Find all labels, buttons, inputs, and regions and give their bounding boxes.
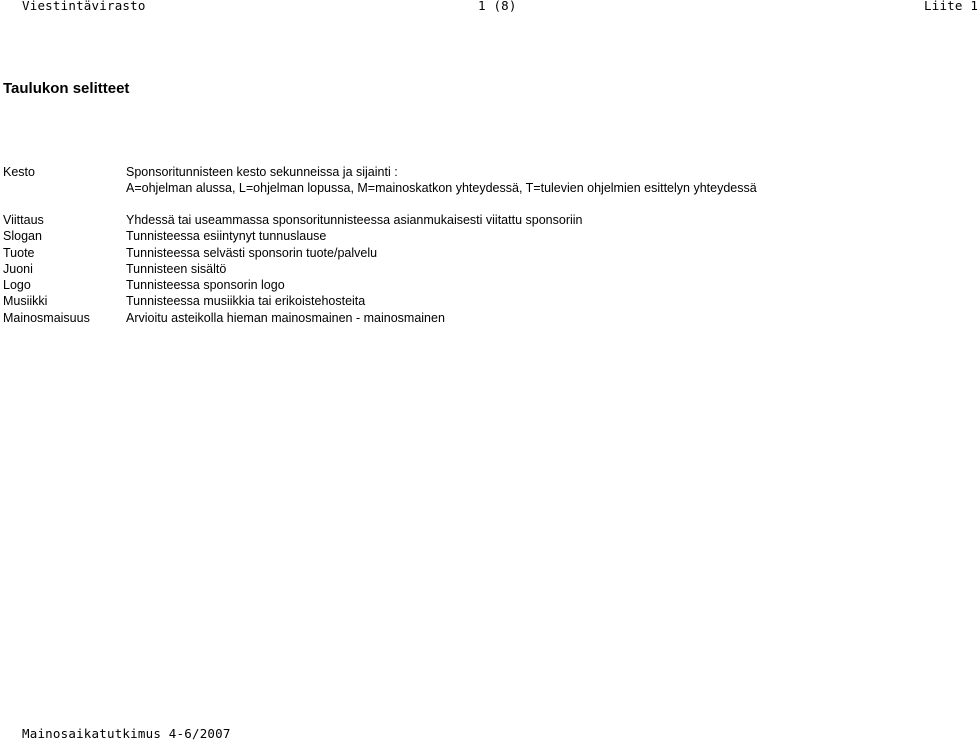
desc-viittaus: Yhdessä tai useammassa sponsoritunnisteessa asianmukaisesti viitattu sponsoriin <box>126 213 583 227</box>
desc-tuote: Tunnisteessa selvästi sponsorin tuote/palvelu <box>126 246 378 260</box>
desc-kesto-line1: Sponsoritunnisteen kesto sekunneissa ja sijainti : <box>126 165 398 179</box>
desc-mainosmaisuus: Arvioitu asteikolla hieman mainosmainen - mainosmainen <box>126 311 445 325</box>
term-viittaus: Viittaus <box>3 213 44 227</box>
term-kesto: Kesto <box>3 165 35 179</box>
term-mainosmaisuus: Mainosmaisuus <box>3 311 90 325</box>
desc-slogan: Tunnisteessa esiintynyt tunnuslause <box>126 229 327 243</box>
desc-musiikki: Tunnisteessa musiikkia tai erikoistehosteita <box>126 294 366 308</box>
desc-logo: Tunnisteessa sponsorin logo <box>126 278 285 292</box>
page-header <box>0 0 978 14</box>
desc-juoni: Tunnisteen sisältö <box>126 262 227 276</box>
page-footer: Mainosaikatutkimus 4-6/2007 <box>22 726 231 741</box>
term-juoni: Juoni <box>3 262 33 276</box>
term-logo: Logo <box>3 278 31 292</box>
desc-kesto-line2: A=ohjelman alussa, L=ohjelman lopussa, M=mainoskatkon yhteydessä, T=tulevien ohjelmien esittelyn yhteydessä <box>126 181 757 195</box>
term-slogan: Slogan <box>3 229 42 243</box>
organization-name: Viestintävirasto <box>22 0 146 13</box>
term-musiikki: Musiikki <box>3 294 48 308</box>
page-number: 1 (8) <box>478 0 517 13</box>
page-title: Taulukon selitteet <box>3 80 130 97</box>
term-tuote: Tuote <box>3 246 35 260</box>
appendix-label: Liite 1 <box>924 0 978 13</box>
